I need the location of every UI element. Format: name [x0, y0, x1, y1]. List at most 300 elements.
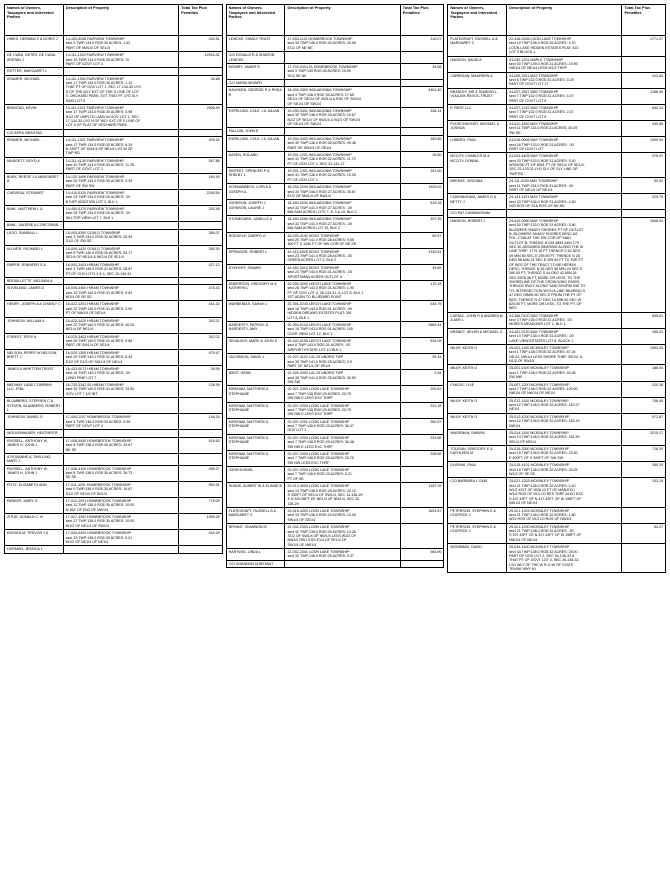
- property-description-cell: [507, 56, 622, 72]
- description-line: PART OF NW1/4 OF SE1/4: [65, 45, 110, 50]
- owner-names-cell: C/O PAT CUNNINGHAM: [448, 210, 507, 217]
- description-line: sect 14 TWP:138.0 RGE:32 ACRES: 161.90: [509, 435, 580, 440]
- description-line: sect 26 TWP:143.0 RGE:31 ACRES: 1.90: [287, 286, 354, 291]
- description-line: E1/2 OF NW1/4 OF NW1/4: [287, 193, 331, 198]
- description-line: 16-005-4400 HIRAM TOWNSHIP: [65, 286, 119, 291]
- owner-names-cell: E FIRST LLC: [448, 104, 507, 120]
- table-row: [226, 248, 444, 264]
- description-line: S 197.43FT OF N 417.43FT OF W 198FT OF: [509, 533, 582, 538]
- total-tax-cell: 375.07: [622, 153, 666, 178]
- description-line: HILLTOP VIEW LOT 7, BLK 1: [65, 215, 114, 220]
- description-line: 400 FT X 1040 FT OF NW COR OF NE SE: [287, 242, 357, 247]
- description-line: SW SW: [287, 380, 301, 384]
- description-line: LONG PINE LOT 7: [65, 375, 97, 380]
- description-line: sect 7 TWP:136.0 RGE:29 ACRES: 5.21: [287, 472, 352, 477]
- table-row: [448, 56, 666, 72]
- owner-names-cell: FLATEGRAFT, RUSSELL A & MARGARET C: [226, 508, 285, 524]
- description-line: sect 4 TWP:136.0 RGE:30 ACRES: 5.95: [65, 419, 131, 424]
- description-line: 18-003-3300 INGUADONIA TOWNSHIP: [287, 88, 352, 93]
- description-line: sect 34 TWP:138.0 RGE:32 ACRES: 25.00: [509, 549, 578, 554]
- property-description-cell: [63, 285, 178, 301]
- table-row: [226, 128, 444, 135]
- owner-names-cell: BUEK, REESE J & MARGARET A: [5, 173, 64, 189]
- description-line: sect 16 TWP:140.0 RGE:31 ACRES: .00: [65, 371, 131, 376]
- description-line: 25-001-1100 MCKINLEY TOWNSHIP: [509, 345, 569, 350]
- description-line: B DIFF ADDITION LOT 3, BLK 1: [65, 199, 118, 204]
- property-description-cell: [285, 63, 400, 79]
- description-line: SEC 23-133-31 LYG SLY OF SLY LINE OF: [509, 167, 578, 172]
- table-row: [226, 264, 444, 280]
- table-row: [448, 365, 666, 381]
- description-line: PART OF NE1/4 OF SE1/4: [287, 363, 331, 368]
- description-line: GOV LOT 7 1/2 INT: [65, 391, 98, 396]
- owner-names-cell: MILBY, KEITH G: [448, 344, 507, 365]
- description-line: sect 11 TWP:133.0 RGE:31 ACRES: 40.09: [509, 126, 578, 131]
- description-line: 24-111-4100 MAY TOWNSHIP: [509, 179, 558, 184]
- header-names: Names of Owners, Taxpayers and Interested Parties: [5, 5, 64, 36]
- total-tax-cell: 498.27: [179, 465, 223, 481]
- description-line: 16-003-3403 HIRAM TOWNSHIP: [65, 262, 119, 267]
- description-line: SE SE: [65, 475, 77, 480]
- table-row: [226, 354, 444, 370]
- description-line: N20 ROS OF E16 ROS OF NE NE: [509, 204, 565, 208]
- table-row: [448, 344, 666, 365]
- total-tax-cell: 1187.29: [400, 483, 444, 508]
- description-line: TWP RD: [509, 171, 524, 176]
- owner-names-cell: & ROXANNE A, ZWILLING, MARY J: [5, 453, 64, 465]
- description-line: OUTLOT B; THENCE N 024 4859 44IN 179: [509, 240, 579, 245]
- description-line: sect 29 TWP:140.0 RGE:31 ACRES: 8.43: [65, 355, 133, 360]
- owner-names-cell: ROEGELE, DARRYL E: [226, 232, 285, 248]
- table-row: [226, 168, 444, 184]
- description-line: PT OF GOV LOT3 3 & 4, SEC 10-140-31: [65, 271, 132, 276]
- property-description-cell: [285, 354, 400, 370]
- property-description-cell: [285, 52, 400, 64]
- owner-names-cell: C/O APRIL BRASTAD: [5, 129, 64, 136]
- property-description-cell: [285, 483, 400, 508]
- description-line: 17-004-1107 HOMEBROOK TOWNSHIP: [65, 415, 131, 420]
- total-tax-cell: 226.56: [400, 450, 444, 466]
- total-tax-cell: 519.18: [400, 200, 444, 216]
- description-line: 17-703-0314 01 HOMEBROOK TOWNSHIP: [287, 64, 358, 69]
- owner-names-cell: JOHNSON, DANIEL E: [5, 414, 64, 430]
- table-row: [5, 414, 223, 430]
- total-tax-cell: 165.49: [179, 173, 223, 189]
- property-description-cell: [63, 68, 178, 75]
- description-line: NW1/4 OF NE1/4: [509, 537, 538, 542]
- property-description-cell: [507, 137, 622, 153]
- description-line: THAT PT OF GOV LOT 1, SEC 17-134-30 LYG: [65, 85, 141, 90]
- description-line: sect 17 TWP:134.0 RGE:30 ACRES: 5.98: [65, 110, 133, 115]
- table-row: [5, 514, 223, 530]
- header-description: Description of Property: [285, 5, 400, 36]
- total-tax-cell: 170.18: [400, 280, 444, 301]
- property-description-cell: [63, 465, 178, 481]
- description-line: sect 13 TWP:136.0 RGE:29 ACRES: 20.10: [287, 488, 356, 493]
- description-line: 25-001-2300 MCKINLEY TOWNSHIP: [509, 366, 570, 371]
- property-description-cell: [63, 52, 178, 68]
- total-tax-cell: 148.24: [179, 414, 223, 430]
- total-tax-cell: 835.61: [622, 312, 666, 328]
- description-line: BALSAM ACRES LOTS 7, 8, 9 & 10, BLK 2: [287, 210, 357, 214]
- property-description-cell: [285, 338, 400, 354]
- owner-names-cell: KIRKHAM, MATTHEW & STEPHANIE: [226, 402, 285, 418]
- table-row: [5, 333, 223, 349]
- table-row: [226, 549, 444, 561]
- table-row: [448, 137, 666, 153]
- table-row: [226, 560, 444, 567]
- description-line: 24-011-4300 MAY TOWNSHIP: [509, 122, 558, 126]
- table-row: [226, 508, 444, 524]
- table-row: [226, 450, 444, 466]
- header-tax: Total Tax Plus Penalties: [622, 5, 666, 36]
- description-line: B, BLOWERS SHADY SHORES DESC AS: [509, 231, 578, 236]
- owner-names-cell: HAUSKEN, GEORGE R & RHEA R: [226, 87, 285, 108]
- description-line: 14-111-1331 FAIRVIEW TOWNSHIP: [65, 138, 124, 143]
- description-line: sect 30 TWP:136.0 RGE:30 ACRES: 29.46: [287, 141, 356, 146]
- property-description-cell: [285, 135, 400, 151]
- property-description-cell: [285, 264, 400, 280]
- description-line: 25-014-1100 MCKINLEY TOWNSHIP: [509, 430, 569, 435]
- owner-names-cell: WEST, GENE: [226, 370, 285, 386]
- table-row: [226, 402, 444, 418]
- property-description-cell: [285, 248, 400, 264]
- total-tax-cell: 1691.67: [400, 508, 444, 524]
- table-row: [5, 301, 223, 317]
- table-row: [226, 184, 444, 200]
- owner-names-cell: BRASTAD, KEVIN: [5, 104, 64, 129]
- total-tax-cell: 12916.32: [179, 52, 223, 68]
- description-line: sect 16 TWP:143.0 RGE:31 ACRES: .00: [287, 306, 352, 311]
- description-line: 20-420-0150 LEECH LAKE TOWNSHIP: [287, 339, 352, 343]
- total-tax-cell: 326.14: [400, 107, 444, 128]
- owner-names-cell: ANDERSON, GREGORY M & KATHRYN L: [226, 280, 285, 301]
- owner-names-cell: BROUILLETTE, MELINDA A: [5, 277, 64, 284]
- description-line: NW1/4 OF NE1/4 LESS W1/2 THRF: [509, 66, 568, 71]
- total-tax-cell: 183.85: [400, 135, 444, 151]
- property-description-cell: [285, 418, 400, 434]
- description-line: PART OF GOVT LOT 6: [509, 98, 547, 103]
- table-row: [226, 135, 444, 151]
- total-tax-cell: 2.54: [400, 370, 444, 386]
- description-line: sect 30 TWP:133.0 RGE:31 ACRES: 3.90: [509, 223, 576, 228]
- description-line: S1/2 OF SE1/4 OF SE1/4: [65, 491, 107, 496]
- description-line: SEC E878.36 FT, MORE OR LESS, TO THE: [509, 275, 581, 280]
- owner-names-cell: JOHNSON, WILLIAM A: [5, 317, 64, 333]
- description-line: 22-007-2400 LOON LAKE TOWNSHIP: [287, 451, 350, 456]
- description-line: sect 25 TWP:134.0 RGE:30 ACRES: .00: [65, 211, 131, 216]
- description-line: PART OF GOVT LOT 6: [509, 114, 547, 119]
- description-line: 14-450-0170 FAIRVIEW TOWNSHIP: [65, 207, 125, 211]
- description-line: sect 33 TWP:136.0 RGE:30 ACRES: 5.01: [65, 535, 133, 540]
- table-row: [5, 277, 223, 284]
- description-line: sect 7 TWP:136 RGE:29 ACRES: 20.75: [287, 391, 351, 396]
- owner-names-cell: BRYANT, SHANNON M: [226, 524, 285, 549]
- owner-names-cell: MONSMAN, DAVID: [448, 544, 507, 573]
- description-line: 20-026-3209 LEECH LAKE TOWNSHIP: [287, 281, 352, 286]
- description-line: sect 3 TWP:134.0 RGE:30 ACRES: 1.62: [65, 41, 131, 46]
- property-description-cell: [285, 467, 400, 483]
- description-line: 14-111-1321 FAIRVIEW TOWNSHIP: [65, 105, 124, 110]
- property-description-cell: [285, 321, 400, 337]
- description-line: 23-030-1201 MAPLE TOWNSHIP: [509, 57, 563, 62]
- owner-names-cell: HARDESTY, PATRICK & HARDESTY, AMY: [226, 321, 285, 337]
- description-line: NE1/4 OF NE1/4: [65, 327, 93, 332]
- table-row: [5, 173, 223, 189]
- property-description-cell: [63, 129, 178, 136]
- description-line: 15-003-4300 GOULD TOWNSHIP: [65, 230, 121, 235]
- table-row: [5, 349, 223, 365]
- description-line: W1/2 OF SE SE: [509, 471, 536, 476]
- description-line: 17-027-3302 HOMEBROOK TOWNSHIP: [65, 515, 132, 519]
- description-line: sect 3 TWP:135.0 RGE:31 ACRES: .00: [509, 318, 572, 322]
- description-line: 17-033-1131 HOMEBROOK TOWNSHIP: [287, 37, 353, 41]
- description-line: PART OF GOVT LOT 4: [65, 424, 103, 428]
- owner-names-cell: FOREST, TROY A: [5, 333, 64, 349]
- total-tax-cell: 229.75: [622, 194, 666, 210]
- property-description-cell: [507, 397, 622, 413]
- table-row: [5, 104, 223, 129]
- description-line: 49 MIN 60 SEC E 295.90 FT, THENCE N 26: [509, 253, 580, 258]
- table-row: [448, 153, 666, 178]
- owner-names-cell: LEMCKE, FAMILY TRUST: [226, 36, 285, 52]
- total-tax-cell: 55.33: [400, 354, 444, 370]
- property-description-cell: [63, 497, 178, 513]
- description-line: 17-012-2001 HOMEBROOK TOWNSHIP: [65, 498, 132, 503]
- description-line: 20-393-0124 LEECH LAKE TOWNSHIP: [287, 322, 352, 327]
- owner-names-cell: BLUMBERG, STEPHEN C & STEVEN, BLUMBERG, ROBERT L: [5, 398, 64, 414]
- total-tax-cell: 26.80: [400, 151, 444, 167]
- description-line: GREEN ACRES LOT 3, BLK 2: [287, 258, 337, 263]
- description-line: W1/2 OF NE1/4 OF NE1/4: [65, 539, 109, 544]
- total-tax-cell: 355.30: [179, 245, 223, 261]
- description-line: PART OF SW1/4 OF SE1/4: [65, 343, 110, 348]
- total-tax-cell: 1953.30: [622, 344, 666, 365]
- description-line: 25-021-1203 MCKINLEY TOWNSHIP: [509, 479, 570, 484]
- property-description-cell: [63, 333, 178, 349]
- total-tax-cell: 1929.02: [400, 184, 444, 200]
- description-line: 25-015-3300 MCKINLEY TOWNSHIP: [509, 447, 570, 451]
- table-row: [226, 386, 444, 402]
- description-line: W1/2 OF NE1/4 OF SW1/4: [65, 523, 109, 528]
- total-tax-cell: [179, 398, 223, 414]
- total-tax-cell: 233.66: [400, 434, 444, 450]
- total-tax-cell: [179, 430, 223, 437]
- description-line: 22-007-2300 LOON LAKE TOWNSHIP: [287, 435, 350, 440]
- description-line: NW1/4 OF NW1/4 OF NE1/4: [509, 391, 556, 396]
- column-1: [4, 4, 223, 891]
- table-row: [226, 52, 444, 64]
- total-tax-cell: 412.84: [622, 72, 666, 88]
- property-description-cell: [507, 478, 622, 507]
- property-description-cell: [63, 453, 178, 465]
- property-description-cell: [285, 151, 400, 167]
- property-description-cell: [507, 446, 622, 462]
- description-line: BEG; THENCE N 47 DEG 15 MIN 50 SEC W: [509, 297, 582, 302]
- total-tax-cell: 642.14: [622, 104, 666, 120]
- table-body-2: [226, 36, 444, 568]
- description-line: sect 30 TWP:139.0 RGE:31 ACRES: 19.96: [509, 61, 578, 66]
- property-description-cell: [285, 508, 400, 524]
- description-line: sect 7 TWP:136.0 RGE:29 ACRES: 36.47: [287, 424, 354, 428]
- owner-names-cell: WAGEMAN, SHAWN: [448, 429, 507, 445]
- description-line: sect 3 TWP:134.0 RGE:32 ACRES: 29.94: [65, 234, 133, 239]
- table-row: [226, 370, 444, 386]
- owner-names-cell: KRAMER, MICHAEL: [5, 137, 64, 158]
- property-description-cell: [507, 88, 622, 104]
- description-line: sect 1 TWP:138.0 RGE:32 ACRES: 57.24: [509, 350, 576, 355]
- description-line: 18-440-0230 INGUADONIA TOWNSHIP: [287, 201, 352, 206]
- description-line: 19-452-0010 KEGO TOWNSHIP: [287, 265, 340, 270]
- property-description-cell: [285, 36, 400, 52]
- owner-names-cell: C/O BARBARA L CAIN: [448, 478, 507, 507]
- description-line: 260.00 FT; THENCE S 44 DEG 42 MIN 26: [509, 271, 577, 276]
- total-tax-cell: 342.02: [179, 333, 223, 349]
- description-line: SW NW E LESS EXC THRF: [287, 396, 333, 401]
- table-row: [226, 321, 444, 337]
- description-line: 22-007-2300 LOON LAKE TOWNSHIP: [287, 403, 350, 408]
- owner-names-cell: ESPELUND, COLE J & JULIAN: [226, 135, 285, 151]
- total-tax-cell: 34.68: [400, 63, 444, 79]
- total-tax-cell: 28.99: [179, 365, 223, 381]
- total-tax-cell: 409.42: [179, 137, 223, 158]
- owner-names-cell: BRANDT, HELEN & MICHAEL D: [448, 328, 507, 344]
- description-line: LYG WLY OF THE W R-O-W OF STATE: [509, 562, 574, 567]
- description-line: 22-032-2341 LOON LAKE TOWNSHIP: [287, 550, 350, 554]
- description-line: 14-111-1320 FAIRVIEW TOWNSHIP: [65, 53, 124, 58]
- description-line: sect 10 TWP:134.0 RGE:30 ACRES: 11.35: [65, 163, 134, 167]
- description-line: N1/2 OF SE1/4 OF SW1/4 & W1/2 OF SW1/4: [287, 117, 361, 122]
- description-line: PT OF GOV LOT 3, 26-143-31, & LOT 6, BLK 1: [287, 290, 364, 295]
- owner-names-cell: ROTTER, MARGARET L: [5, 68, 64, 75]
- description-line: sect 15 TWP:140.0 RGE:31 ACRES: 9.83: [65, 290, 133, 295]
- owner-names-cell: CARVEAU, STEWART: [5, 189, 64, 205]
- table-row: [448, 478, 666, 507]
- owner-names-cell: PARKER, MARY G: [5, 497, 64, 513]
- description-line: BLOWERS SHADY SHORES PT OF OUTLOT: [509, 227, 584, 232]
- total-tax-cell: [400, 524, 444, 549]
- table-row: [5, 398, 223, 414]
- owner-names-cell: POTZ, ELIZABETH ANN: [5, 481, 64, 497]
- owner-names-cell: BAHL, MATTHEW L &: [5, 206, 64, 222]
- property-description-cell: [507, 429, 622, 445]
- description-line: sect 31 TWP:136.0 RGE:32 ACRES: 10.00: [287, 173, 356, 178]
- property-description-cell: [285, 184, 400, 200]
- property-description-cell: [63, 317, 178, 333]
- description-line: 16-433-0072 HIRAM TOWNSHIP: [65, 366, 119, 371]
- description-line: S1/2 OF SW1/4 OF NW1/4 LESS W1/2 OF: [287, 533, 357, 538]
- description-line: sect 7 TWP:132.0 RGE:31 ACRES: 4.47: [509, 94, 574, 99]
- description-line: sect 32 TWP:141.0 RGE:27 ACRES: .00: [287, 221, 352, 226]
- owner-names-cell: KRAMER, MICHAEL: [5, 75, 64, 104]
- header-description: Description of Property: [507, 5, 622, 36]
- owner-names-cell: TOUGAN, GREGORY E & KATHLEEN M: [448, 446, 507, 462]
- table-header-row: [448, 5, 666, 36]
- description-line: sect 20 TWP:141.0 RGE:28 ACRES: 9.55: [287, 237, 354, 242]
- table-row: [448, 523, 666, 544]
- description-line: 5, ORCHARD PARK; EXT THAT PT LYG SLY: [65, 94, 139, 99]
- description-line: sect 15 TWP:138.0 RGE:32 ACRES: 20.25: [509, 467, 578, 472]
- column-2: [226, 4, 445, 891]
- property-description-cell: [507, 153, 622, 178]
- description-line: 24-410-0080 MAY TOWNSHIP: [509, 218, 559, 223]
- property-description-cell: [63, 173, 178, 189]
- description-line: 14-410-0120 FAIRVIEW TOWNSHIP: [65, 190, 125, 195]
- description-line: PT OF GOV LOT 1, SEC 31-141-27: [287, 161, 345, 166]
- owner-names-cell: HENRY, JOSEPH A & CHARLY C: [5, 301, 64, 317]
- description-line: N1/2 OF SW1/4: [509, 359, 535, 363]
- description-line: sect 23 TWP:133.0 RGE:31 ACRES: 5.40: [509, 158, 576, 163]
- property-description-cell: [507, 344, 622, 365]
- property-description-cell: [63, 349, 178, 365]
- description-line: 24-366-0120 MAY TOWNSHIP: [509, 313, 559, 318]
- description-line: 24-016-0006 MAY TOWNSHIP: [509, 138, 559, 143]
- table-row: [226, 80, 444, 87]
- property-description-cell: [507, 462, 622, 478]
- total-tax-cell: 342.21: [179, 317, 223, 333]
- table-row: [5, 261, 223, 277]
- property-description-cell: [285, 128, 400, 135]
- total-tax-cell: [179, 277, 223, 284]
- property-description-cell: [507, 104, 622, 120]
- owner-names-cell: KIRKHAM, MATTHEW & STEPHANIE: [226, 434, 285, 450]
- description-line: sect 12 TWP:136.0 RGE:30 ACRES: 10.00: [65, 503, 135, 508]
- table-row: [448, 194, 666, 210]
- property-description-cell: [285, 80, 400, 87]
- owner-names-cell: WOLKENHAUER, HEATHER R: [5, 430, 64, 437]
- total-tax-cell: 430.55: [622, 121, 666, 137]
- owner-names-cell: SOVELAND, JAMES D: [5, 285, 64, 301]
- description-line: 17-033-4400 HOMEBROOK TOWNSHIP: [65, 531, 132, 536]
- table-row: [448, 210, 666, 217]
- total-tax-cell: 2669.44: [400, 321, 444, 337]
- total-tax-cell: [179, 129, 223, 136]
- table-row: [5, 206, 223, 222]
- property-description-cell: [285, 280, 400, 301]
- description-line: sect 23 TWP:141.0 RGE:28 ACRES: .00: [287, 254, 352, 258]
- property-description-cell: [285, 549, 400, 561]
- table-row: [448, 397, 666, 413]
- table-row: [5, 52, 223, 68]
- owner-names-cell: HANSON, DAVID A: [448, 56, 507, 72]
- description-line: BEG: [509, 306, 517, 311]
- description-line: sect 17 TWP:134.0 RGE:30 ACRES: 6.19: [65, 142, 133, 147]
- table-header-row: [226, 5, 444, 36]
- property-description-cell: [507, 381, 622, 397]
- table-row: [448, 217, 666, 312]
- description-line: OF SE1/4 OF SW1/4: [287, 122, 321, 126]
- table-row: [226, 524, 444, 549]
- description-line: sect 1 TWP:138.0 RGE:32 ACRES: 40.28: [509, 370, 576, 375]
- description-line: AIRPORT ESTATE LOT 10 BLK 1: [287, 347, 342, 352]
- description-line: 25-012-1200 MCKINLEY TOWNSHIP: [509, 414, 570, 419]
- description-line: 19-415-0025 KEGO TOWNSHIP: [287, 249, 340, 254]
- description-line: PART OF GOVT LOT 17: [509, 82, 549, 87]
- table-row: [5, 430, 223, 437]
- owner-names-cell: RUSSELL, ANTHONY W, JAMES H, JOHN J: [5, 437, 64, 453]
- description-line: 825.50 FT, MORE OR LESS, TO THE PT. OF: [509, 301, 582, 306]
- description-line: sect 3 TWP:136.0 RGE:30 ACRES: 17.65: [287, 92, 354, 97]
- description-line: NW1/4 OF NE1/4: [509, 501, 538, 506]
- owner-names-cell: RUSSELL, ANTHONY W, JAMES H, JOHN J: [5, 465, 64, 481]
- description-line: 136-29: [287, 501, 299, 506]
- header-names: Names of Owners, Taxpayers and Interested Parties: [226, 5, 285, 36]
- description-line: sect 8 TWP:136.0 RGE:30 ACRES: 39.67: [65, 443, 133, 448]
- property-description-cell: [507, 121, 622, 137]
- total-tax-cell: 350.29: [622, 462, 666, 478]
- description-line: 16-022-1201 HIRAM TOWNSHIP: [65, 302, 119, 307]
- description-line: 19-030-3401 INGUADONIA TOWNSHIP: [287, 108, 352, 113]
